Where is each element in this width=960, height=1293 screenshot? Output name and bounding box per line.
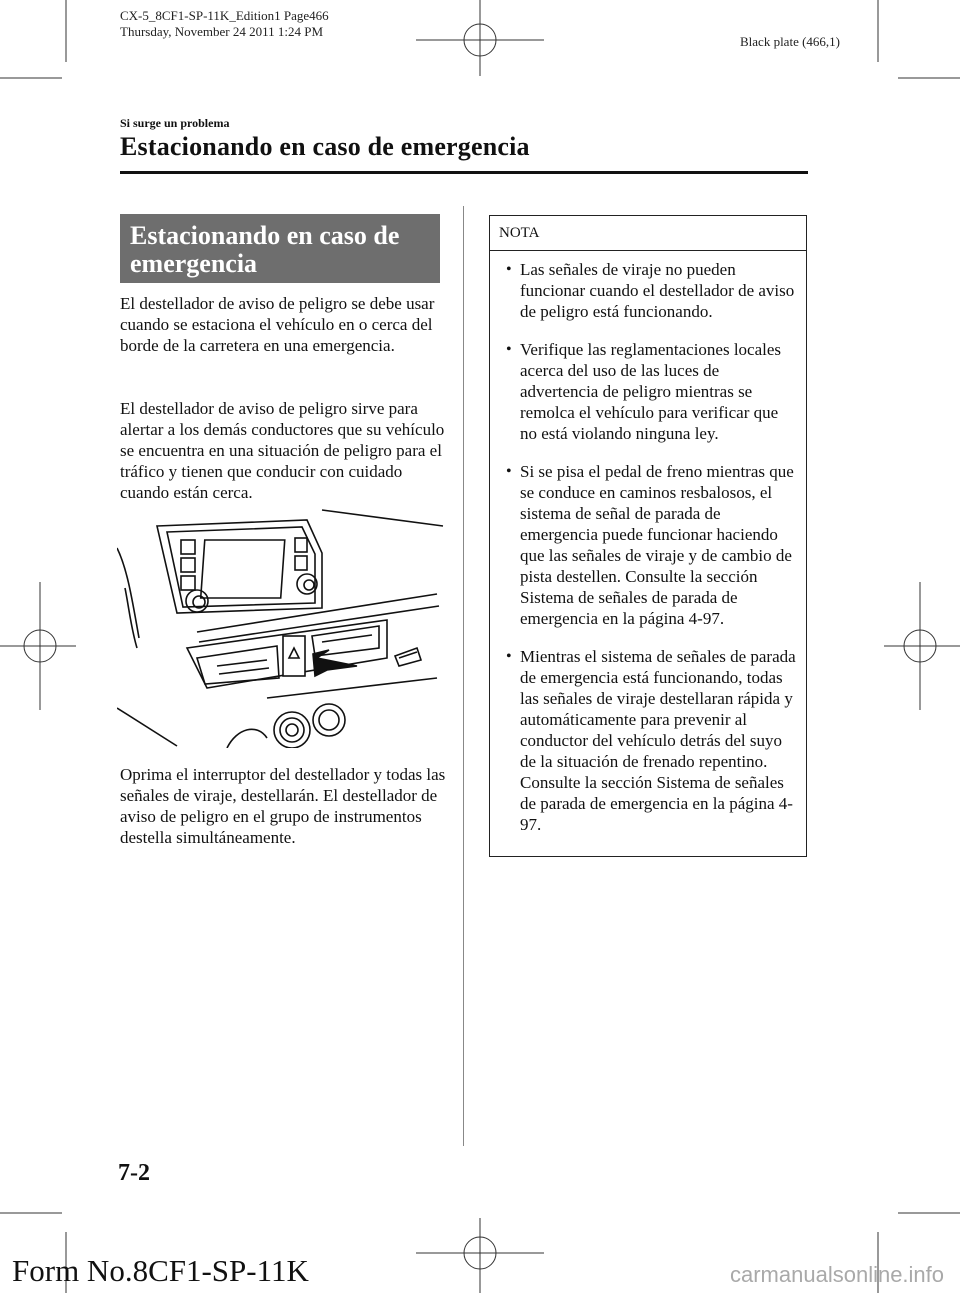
watermark: carmanualsonline.info	[730, 1262, 945, 1287]
note-item: • Las señales de viraje no pueden funcionar cuando el destellador de aviso de peligro está funcionando.	[490, 259, 796, 322]
paragraph-3: Oprima el interruptor del destellador y todas las señales de viraje, destellarán. El destellador de aviso de peligro en el grupo de instrumentos destella simultáneamente.	[120, 765, 446, 847]
topic-title-box	[120, 214, 440, 283]
note-list	[490, 251, 806, 835]
chapter-title: Estacionando en caso de emergencia	[120, 132, 530, 161]
form-number: Form No.8CF1-SP-11K	[12, 1253, 309, 1288]
note-item: • Si se pisa el pedal de freno mientras que se conduce en caminos resbalosos, el sistema de señal de parada de emergencia puede funcionar haciendo que las señales de viraje y de cambio de pista destellen. Consulte la sección Sistema de señales de parada de emergencia en la página 4-97.	[490, 461, 796, 629]
note-item: • Verifique las reglamentaciones locales acerca del uso de las luces de advertencia de peligro mientras se remolca el vehículo para verificar que no está violando ninguna ley.	[490, 339, 796, 444]
paragraph-1: El destellador de aviso de peligro se debe usar cuando se estaciona el vehículo en o cerca del borde de la carretera en una emergencia.	[120, 294, 435, 355]
topic-title-line1: Estacionando en caso de	[130, 221, 400, 250]
column-divider	[463, 206, 464, 1146]
print-header-file: CX-5_8CF1-SP-11K_Edition1 Page466	[120, 8, 329, 23]
title-rule	[120, 171, 808, 174]
print-header	[120, 8, 329, 40]
paragraph-2: El destellador de aviso de peligro sirve para alertar a los demás conductores que su vehículo se encuentra en una situación de peligro para el tráfico y tienen que conducir con cuidado cuando están cerca.	[120, 399, 445, 502]
section-label: Si surge un problema	[120, 116, 230, 130]
topic-title-line2: emergencia	[130, 249, 258, 278]
note-item: • Mientras el sistema de señales de parada de emergencia está funcionando, todas las señales de viraje destellaran rápida y automáticamente para prevenir al conductor del vehículo detrás del suyo de la situación de frenado repentino. Consulte la sección Sistema de señales de parada de emergencia en la página 4-97.	[490, 646, 796, 835]
note-box	[489, 215, 807, 857]
plate-label: Black plate (466,1)	[740, 34, 840, 49]
page-number: 7-2	[118, 1160, 150, 1186]
hazard-switch-illustration	[117, 508, 445, 748]
note-heading: NOTA	[490, 216, 806, 251]
print-header-date: Thursday, November 24 2011 1:24 PM	[120, 24, 324, 39]
